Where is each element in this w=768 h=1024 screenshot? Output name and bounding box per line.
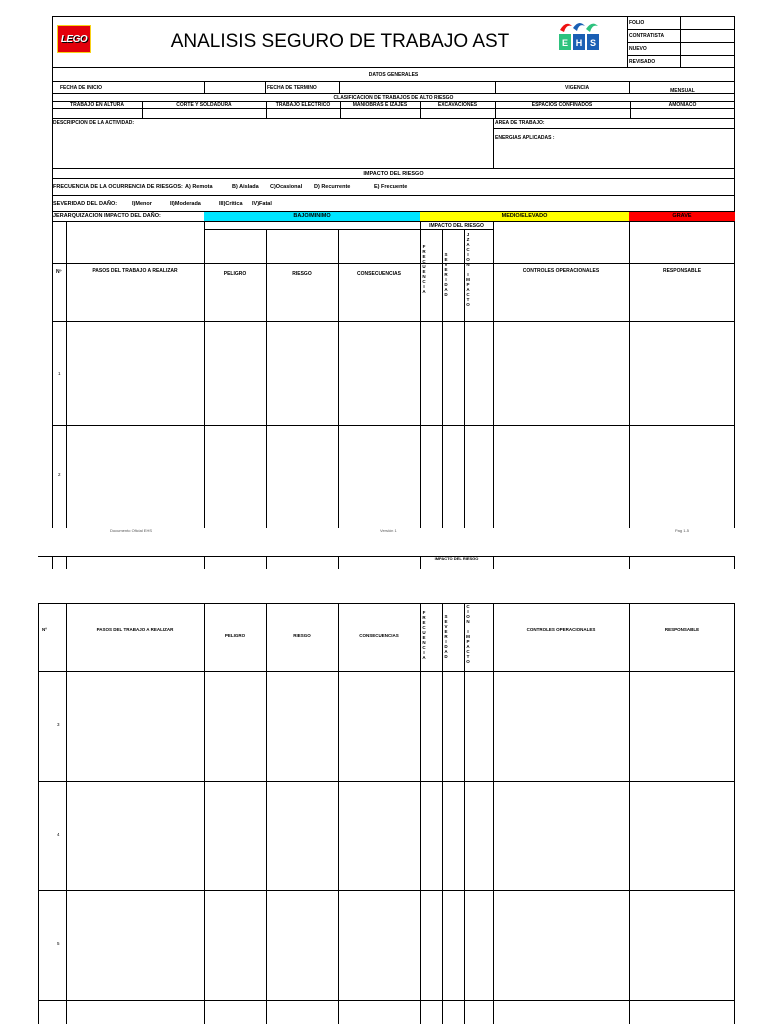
col-consecuencias-header: CONSECUENCIAS bbox=[357, 271, 401, 277]
col-peligro-header: PELIGRO bbox=[223, 271, 247, 277]
col-riesgo-header: RIESGO bbox=[292, 271, 312, 277]
bajo-minimo-band: BAJO/MINIMO bbox=[204, 212, 420, 221]
col-responsable-header-p2: RESPONSABLE bbox=[664, 627, 700, 632]
fecha-termino-label: FECHA DE TERMINO bbox=[267, 85, 317, 91]
energias-label: ENERGIAS APLICADAS : bbox=[495, 135, 555, 141]
clasificacion-title: CLASIFICACION DE TRABAJOS DE ALTO RIESGO bbox=[333, 95, 454, 101]
mensual-value: MENSUAL bbox=[670, 88, 695, 94]
col-riesgo-header-p2: RIESGO bbox=[293, 633, 311, 638]
tipo-amoniaco: AMONIACO bbox=[668, 102, 697, 108]
contratista-field[interactable] bbox=[681, 30, 734, 42]
severidad-opt-iv: IV)Fatal bbox=[252, 201, 272, 207]
col-severidad-header-p2: S E V E R I D A D bbox=[444, 614, 448, 659]
col-pasos-header: PASOS DEL TRABAJO A REALIZAR bbox=[92, 268, 178, 274]
col-responsable-header: RESPONSABLE bbox=[662, 268, 702, 274]
frecuencia-opt-d: D) Recurrente bbox=[314, 184, 351, 190]
severidad-opt-ii: II)Moderada bbox=[170, 201, 201, 207]
ehs-letter-h: H bbox=[575, 38, 583, 48]
col-no-header-p2: Nº bbox=[42, 627, 47, 632]
impacto-sub-header-continuation: IMPACTO DEL RIESGO bbox=[434, 556, 479, 561]
maniobras-izajes-checkbox[interactable] bbox=[341, 109, 420, 118]
lego-logo-text: LEGO bbox=[60, 34, 88, 45]
jerarquizacion-label: JERARQUIZACION IMPACTO DEL DAÑO: bbox=[53, 213, 161, 219]
contratista-label: CONTRATISTA bbox=[629, 33, 665, 39]
vigencia-label: VIGENCIA bbox=[565, 85, 590, 91]
table-row[interactable] bbox=[67, 426, 735, 528]
col-pasos-header-p2: PASOS DEL TRABAJO A REALIZAR bbox=[96, 627, 174, 632]
tipo-excavaciones: EXCAVACIONES bbox=[437, 102, 478, 108]
descripcion-label: DESCRIPCION DE LA ACTIVIDAD: bbox=[53, 120, 135, 126]
corte-soldadura-checkbox[interactable] bbox=[143, 109, 266, 118]
tipo-maniobras-izajes: MANIOBRAS E IZAJES bbox=[352, 102, 408, 108]
table-row[interactable] bbox=[67, 322, 735, 425]
row-number: 3 bbox=[57, 722, 60, 727]
table-row[interactable] bbox=[67, 891, 735, 1000]
tipo-trabajo-altura: TRABAJO EN ALTURA bbox=[70, 102, 124, 108]
frecuencia-opt-a: A) Remota bbox=[185, 184, 213, 190]
col-peligro-header-p2: PELIGRO bbox=[224, 633, 246, 638]
frecuencia-opt-b: B) Aislada bbox=[232, 184, 259, 190]
impacto-riesgo-title: IMPACTO DEL RIESGO bbox=[363, 171, 424, 177]
nuevo-field[interactable] bbox=[681, 43, 734, 55]
ehs-logo-icon bbox=[558, 20, 600, 52]
col-no-header: Nº bbox=[56, 269, 62, 275]
impacto-sub-header: IMPACTO DEL RIESGO bbox=[429, 223, 484, 229]
row-number: 4 bbox=[57, 832, 60, 837]
espacios-confinados-checkbox[interactable] bbox=[496, 109, 630, 118]
descripcion-field[interactable] bbox=[53, 127, 494, 167]
frecuencia-label: FRECUENCIA DE LA OCURRENCIA DE RIESGOS: bbox=[53, 184, 183, 190]
severidad-opt-i: I)Menor bbox=[132, 201, 152, 207]
tipo-corte-soldadura: CORTE Y SOLDADURA bbox=[176, 102, 232, 108]
amoniaco-checkbox[interactable] bbox=[631, 109, 734, 118]
col-jerarquizacion-header-p2: C I O N I M P A C T O bbox=[466, 604, 470, 664]
revisado-label: REVISADO bbox=[629, 59, 656, 65]
folio-label: FOLIO bbox=[629, 20, 645, 26]
col-frecuencia-header: F R E C U E N C I A bbox=[422, 244, 426, 294]
footer-right: Pag 1-5 bbox=[675, 528, 690, 533]
col-consecuencias-header-p2: CONSECUENCIAS bbox=[359, 633, 399, 638]
row-number: 2 bbox=[58, 472, 61, 477]
footer-left: Documento Oficial EHS bbox=[110, 528, 153, 533]
trabajo-altura-checkbox[interactable] bbox=[53, 109, 142, 118]
grave-band: GRAVE bbox=[629, 212, 735, 221]
ehs-letter-s: S bbox=[589, 38, 597, 48]
col-severidad-header: S E V E R I D A D bbox=[444, 252, 448, 297]
medio-elevado-band: MEDIO/ELEVADO bbox=[420, 212, 629, 221]
row-number: 1 bbox=[58, 371, 61, 376]
col-controles-header: CONTROLES OPERACIONALES bbox=[522, 268, 600, 274]
ehs-letter-e: E bbox=[561, 38, 569, 48]
severidad-label: SEVERIDAD DEL DAÑO: bbox=[53, 201, 118, 207]
area-trabajo-label: AREA DE TRABAJO: bbox=[495, 120, 545, 126]
fecha-inicio-field[interactable] bbox=[205, 82, 265, 93]
datos-generales-title: DATOS GENERALES bbox=[368, 72, 419, 78]
trabajo-electrico-checkbox[interactable] bbox=[267, 109, 340, 118]
severidad-opt-iii: III)Critica bbox=[219, 201, 243, 207]
revisado-field[interactable] bbox=[681, 56, 734, 68]
lego-logo bbox=[57, 25, 91, 53]
col-frecuencia-header-p2: F R E C U E N C I A bbox=[422, 610, 426, 660]
table-row[interactable] bbox=[67, 782, 735, 890]
table-row[interactable] bbox=[67, 672, 735, 781]
fecha-termino-field[interactable] bbox=[340, 82, 495, 93]
excavaciones-checkbox[interactable] bbox=[421, 109, 495, 118]
frecuencia-opt-e: E) Frecuente bbox=[374, 184, 408, 190]
col-jerarquizacion-header: J Z A C I O N I M P A C T O bbox=[466, 232, 470, 307]
col-controles-header-p2: CONTROLES OPERACIONALES bbox=[526, 627, 596, 632]
page-title: ANALISIS SEGURO DE TRABAJO AST bbox=[170, 31, 510, 52]
frecuencia-opt-c: C)Ocasional bbox=[270, 184, 303, 190]
fecha-inicio-label: FECHA DE INICIO bbox=[60, 85, 103, 91]
footer-center: Versión 1 bbox=[380, 528, 397, 533]
tipo-espacios-confinados: ESPACIOS CONFINADOS bbox=[531, 102, 593, 108]
folio-field[interactable] bbox=[681, 17, 734, 29]
nuevo-label: NUEVO bbox=[629, 46, 647, 52]
row-number: 5 bbox=[57, 941, 60, 946]
tipo-trabajo-electrico: TRABAJO ELECTRICO bbox=[275, 102, 331, 108]
